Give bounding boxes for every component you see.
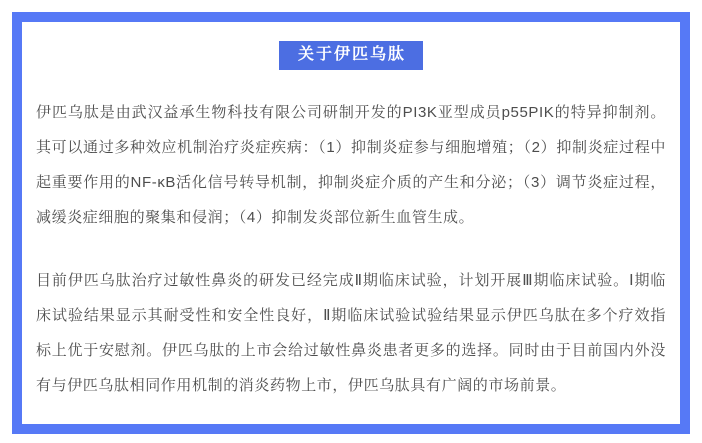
paragraph-clinical-trials: 目前伊匹乌肽治疗过敏性鼻炎的研发已经完成Ⅱ期临床试验，计划开展Ⅲ期临床试验。Ⅰ期临床试验结果显示其耐受性和安全性良好，Ⅱ期临床试验试验结果显示伊匹乌肽在多个疗效指标上优于安慰剂。伊匹乌肽的上市会给过敏性鼻炎患者更多的选择。同时由于目前国内外没有与伊匹乌肽相同作用机制的消炎药物上市，伊匹乌肽具有广阔的市场前景。 <box>36 271 666 394</box>
info-card-content <box>22 22 680 403</box>
paragraph-drug-mechanism: 伊匹乌肽是由武汉益承生物科技有限公司研制开发的PI3K亚型成员p55PIK的特异抑制剂。其可以通过多种效应机制治疗炎症疾病：（1）抑制炎症参与细胞增殖；（2）抑制炎症过程中起重要作用的NF-κB活化信号转导机制，抑制炎症介质的产生和分泌；（3）调节炎症过程，减缓炎症细胞的聚集和侵润；（4）抑制发炎部位新生血管生成。 <box>36 103 666 226</box>
info-card <box>12 12 690 434</box>
section-title-badge: 关于伊匹乌肽 <box>279 41 423 70</box>
body-text-block <box>36 95 666 403</box>
